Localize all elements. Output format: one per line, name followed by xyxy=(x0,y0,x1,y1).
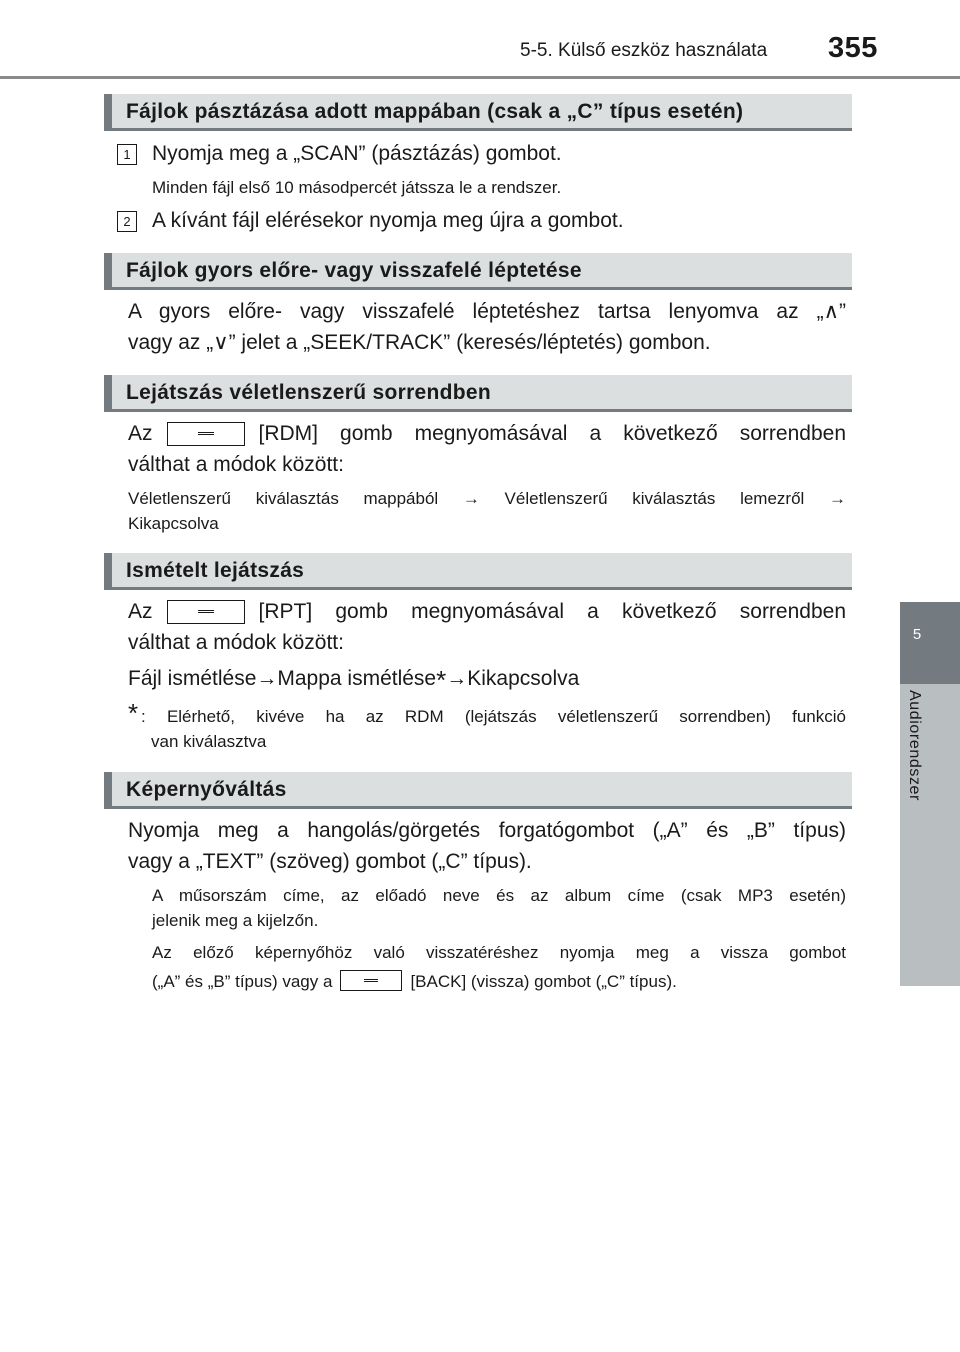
rdm-button-icon xyxy=(167,422,245,446)
back-suffix: [BACK] (vissza) gombot („C” típus). xyxy=(410,972,677,991)
repeat-suffix: [RPT] gomb megnyomásával a következő sorrendben xyxy=(258,600,846,623)
display-note-2-line-1: Az előző képernyőhöz való visszatéréshez nyomja meg a vissza gombot xyxy=(152,943,846,962)
random-suffix: [RDM] gomb megnyomásával a következő sorrendben xyxy=(258,422,846,445)
repeat-sequence-end: →Kikapcsolva xyxy=(446,667,580,690)
repeat-sequence xyxy=(128,663,579,696)
display-note-1-line-1: A műsorszám címe, az előadó neve és az album címe (csak MP3 esetén) xyxy=(152,886,846,905)
section-heading-seek: Fájlok gyors előre- vagy visszafelé léptetése xyxy=(104,253,852,290)
back-button-icon xyxy=(340,970,402,991)
display-note-2-line-2 xyxy=(152,969,677,994)
footnote-line-2: van kiválasztva xyxy=(151,732,267,751)
back-prefix: („A” és „B” típus) vagy a xyxy=(152,972,333,991)
section-heading-repeat: Ismételt lejátszás xyxy=(104,553,852,590)
section-heading-random: Lejátszás véletlenszerű sorrendben xyxy=(104,375,852,412)
step-1-note: Minden fájl első 10 másodpercét játssza le a rendszer. xyxy=(152,178,562,197)
step-number-1: 1 xyxy=(117,144,137,165)
random-note-line-2: Kikapcsolva xyxy=(128,514,219,533)
random-text-line-1 xyxy=(128,418,846,450)
chapter-number: 5 xyxy=(912,626,922,643)
repeat-text-line-2: válthat a módok között: xyxy=(128,631,344,654)
section-heading-display: Képernyőváltás xyxy=(104,772,852,809)
repeat-text-line-1 xyxy=(128,596,846,628)
step-number-2: 2 xyxy=(117,211,137,232)
display-text-line-1: Nyomja meg a hangolás/görgetés forgatógombot („A” és „B” típus) xyxy=(128,819,846,842)
chapter-tab xyxy=(900,602,960,684)
chapter-title: Audiorendszer xyxy=(906,690,923,801)
seek-text-line-1: A gyors előre- vagy visszafelé léptetéshez tartsa lenyomva az „∧” xyxy=(128,300,846,323)
seek-text-line-2: vagy az „∨” jelet a „SEEK/TRACK” (keresés/léptetés) gombon. xyxy=(128,331,711,354)
random-text-line-2: válthat a módok között: xyxy=(128,453,344,476)
footnote-line-1: : Elérhető, kivéve ha az RDM (lejátszás véletlenszerű sorrendben) funkció xyxy=(141,707,846,726)
rpt-button-icon xyxy=(167,600,245,624)
step-2-text: A kívánt fájl elérésekor nyomja meg újra a gombot. xyxy=(152,209,624,232)
repeat-sequence-start: Fájl ismétlése→Mappa ismétlése xyxy=(128,667,437,690)
random-note-line-1: Véletlenszerű kiválasztás mappából → Véletlenszerű kiválasztás lemezről → xyxy=(128,489,846,508)
footnote-marker: * xyxy=(436,665,447,695)
running-header-section: 5-5. Külső eszköz használata xyxy=(520,40,768,61)
footnote-asterisk: * xyxy=(128,698,139,728)
display-text-line-2: vagy a „TEXT” (szöveg) gombot („C” típus). xyxy=(128,850,532,873)
step-1-text: Nyomja meg a „SCAN” (pásztázás) gombot. xyxy=(152,142,562,165)
display-note-1-line-2: jelenik meg a kijelzőn. xyxy=(152,911,319,930)
header-divider xyxy=(0,76,960,79)
section-heading-scan: Fájlok pásztázása adott mappában (csak a „C” típus esetén) xyxy=(104,94,852,131)
random-prefix: Az xyxy=(128,422,153,445)
repeat-prefix: Az xyxy=(128,600,153,623)
page-number: 355 xyxy=(828,32,878,64)
